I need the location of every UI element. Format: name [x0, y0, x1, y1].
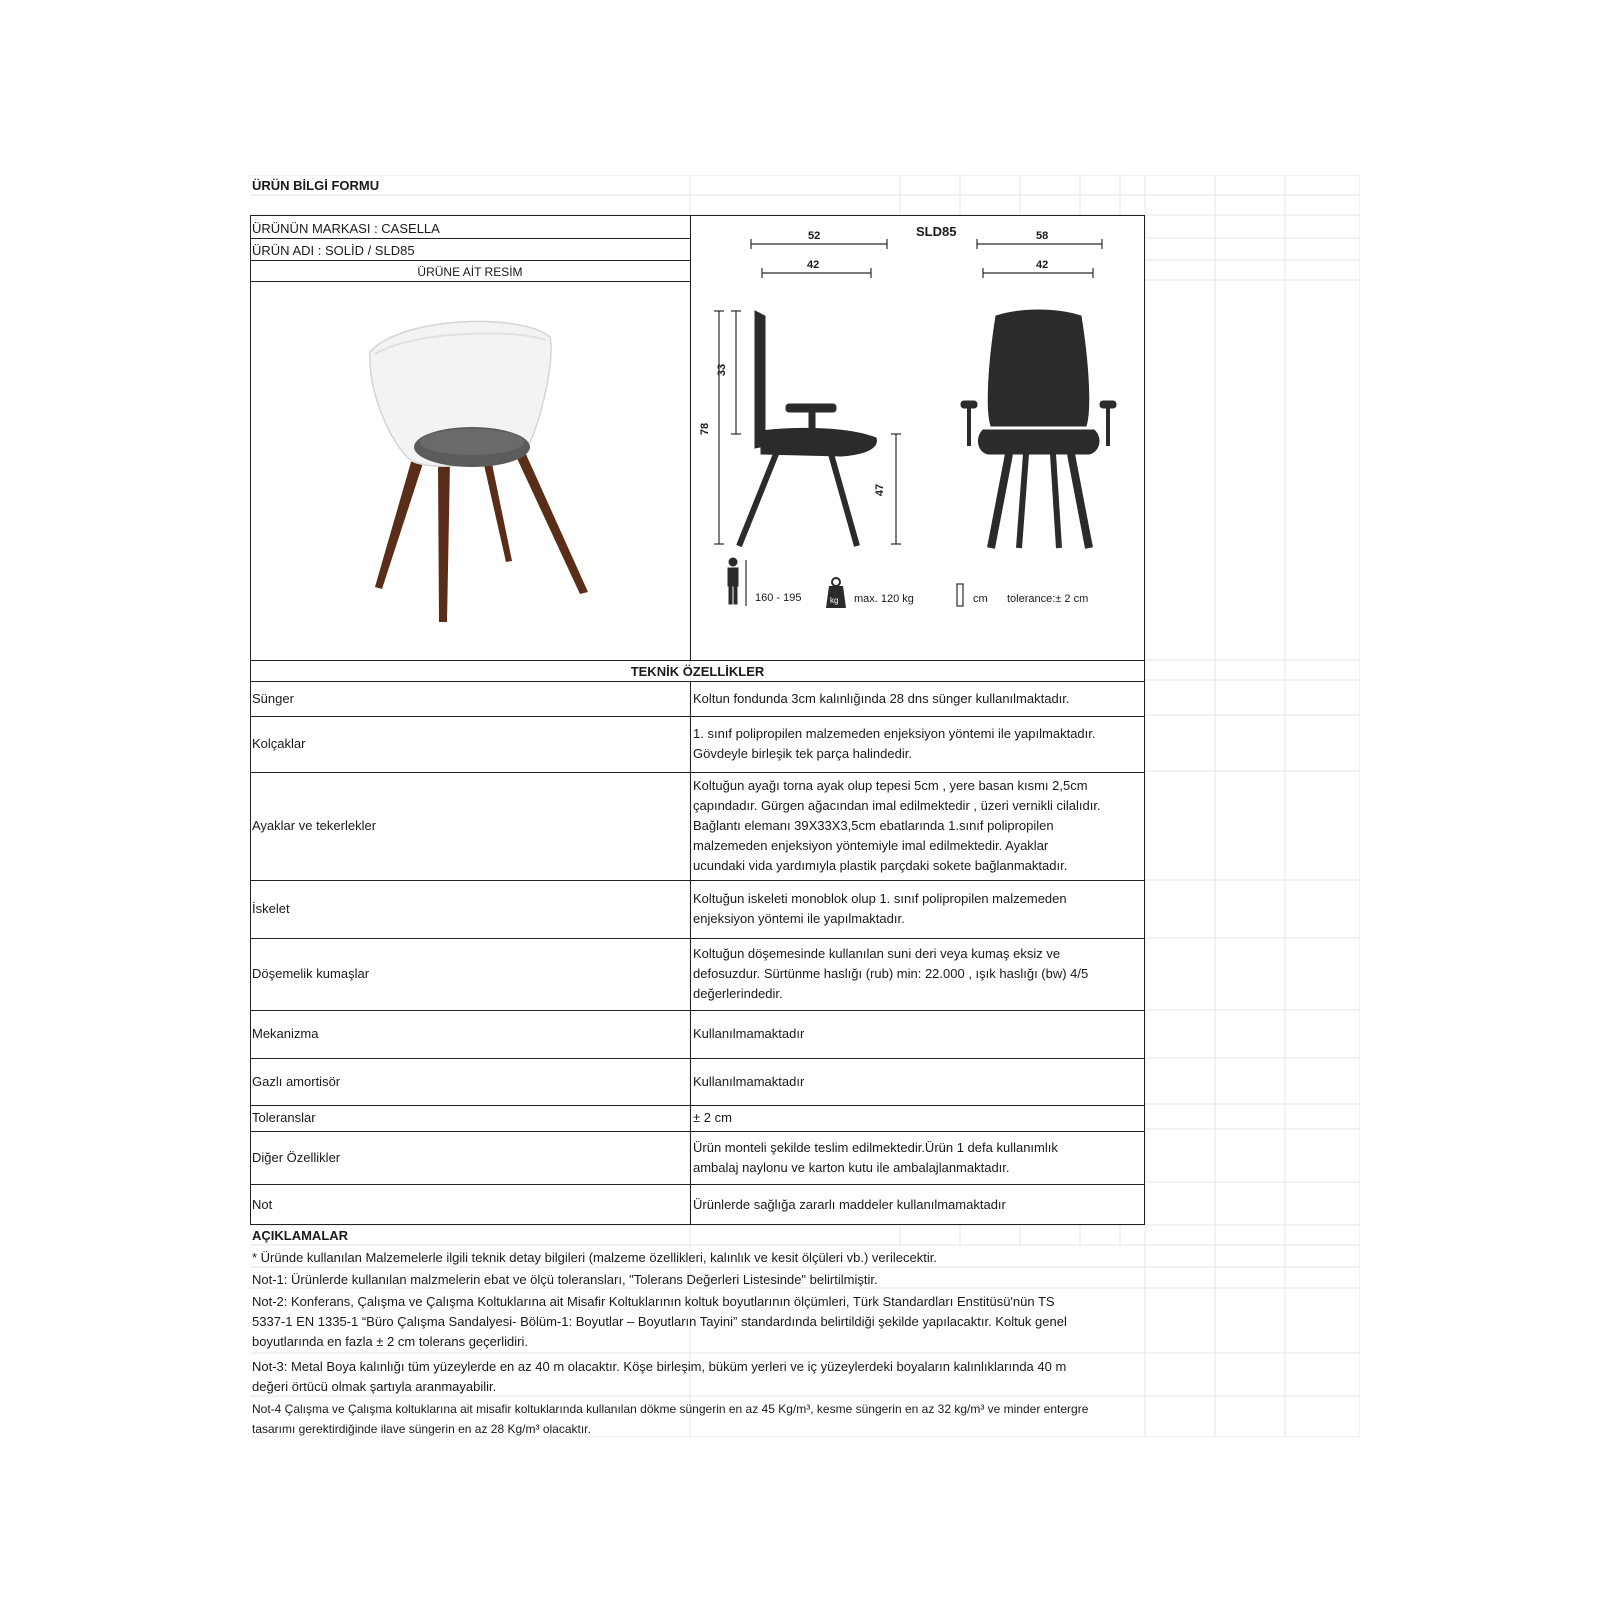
dim-seat-height: 47: [874, 483, 887, 497]
spec-value: Koltuğun ayağı torna ayak olup tepesi 5cm , yere basan kısmı 2,5cm çapındadır. Gürgen ağacından imal edilmektedir , üzeri vernikli cilalıdır. Bağlantı elemanı 39X33X3,5cm ebatlarında 1.sınıf polipropilen malzemeden enjeksiyon yöntemiyle imal edilmektedir. Ayaklar ucundaki vida yardımıyla plastik parçdaki sokete bağlanmaktadır.: [693, 778, 1101, 873]
specs-title-top: [250, 660, 1145, 661]
table-row-line: [250, 1058, 1145, 1059]
note-item: * Üründe kullanılan Malzemelerle ilgili teknik detay bilgileri (malzeme özellikleri, kalınlık ve kesit ölçüleri vb.) verilecektir.: [252, 1250, 937, 1265]
note-item: Not-4 Çalışma ve Çalışma koltuklarına ait misafir koltuklarında kullanılan dökme süngerin en az 45 Kg/m³, kesme süngerin en az 32 kg/m³ ve minder entergre tasarımı gerektirdiğinde ilave süngerin en az 28 Kg/m³ olacaktır.: [252, 1402, 1089, 1436]
table-row-line: [250, 716, 1145, 717]
dim-front-seat: 42: [1036, 259, 1049, 271]
spec-label: Gazlı amortisör: [252, 1073, 341, 1089]
header-row-line: [250, 260, 690, 261]
table-row-line: [250, 1131, 1145, 1132]
spec-label: Kolçaklar: [252, 736, 306, 751]
kg-icon-label: kg: [830, 596, 839, 605]
table-row-line: [250, 1010, 1145, 1011]
header-row-line: [250, 238, 690, 239]
spec-label: Döşemelik kumaşlar: [252, 966, 370, 981]
dim-back-height: 33: [716, 363, 729, 377]
spec-value: Kullanılmamaktadır: [693, 1073, 805, 1089]
chair-legs: [375, 452, 588, 622]
note-item: Not-1: Ürünlerde kullanılan malzmelerin ebat ve ölçü toleransları, "Tolerans Değerleri Listesinde" belirtilmiştir.: [252, 1272, 878, 1287]
spec-label: İskelet: [252, 901, 290, 916]
product-photo: [250, 282, 690, 660]
spec-label: Mekanizma: [252, 1026, 319, 1041]
table-row-line: [250, 880, 1145, 881]
table-row-line: [250, 938, 1145, 939]
spec-label: Not: [252, 1196, 273, 1212]
spec-label: Ayaklar ve tekerlekler: [252, 818, 377, 833]
table-row-line: [250, 681, 1145, 682]
spec-label: Sünger: [252, 690, 294, 706]
dim-side-seat: 42: [807, 259, 820, 271]
table-row-line: [250, 1184, 1145, 1185]
spec-value: Koltuğun döşemesinde kullanılan suni deri veya kumaş eksiz ve defosuzdur. Sürtünme haslığı (rub) min: 22.000 , ışık haslığı (bw) 4/5 değerlerindedir.: [693, 946, 1089, 1001]
spec-value: 1. sınıf polipropilen malzemeden enjeksiyon yöntemi ile yapılmaktadır. Gövdeyle birleşik tek parça halindedir.: [693, 726, 1096, 761]
brand-line: ÜRÜNÜN MARKASI : CASELLA: [252, 221, 440, 236]
model-code: SLD85: [916, 224, 957, 239]
specs-title: TEKNİK ÖZELLİKLER: [630, 664, 765, 679]
note-item: Not-2: Konferans, Çalışma ve Çalışma Koltuklarına ait Misafir Koltuklarının koltuk boyutlarının ölçümleri, Türk Standardları Enstitüsü'nün TS 5337-1 EN 1335-1 “Büro Çalışma Sandalyesi- Bölüm-1: Boyutlar – Boyutların Tayini” standardında belirtildiği şekilde yapılacaktır. Koltuk genel boyutlarında en fazla ± 2 cm tolerans geçerlidiri.: [252, 1294, 1067, 1349]
spec-value: ± 2 cm: [693, 1110, 732, 1125]
spec-value: Ürün monteli şekilde teslim edilmektedir.Ürün 1 defa kullanımlık ambalaj naylonu ve karton kutu ile ambalajlanmaktadır.: [693, 1139, 1058, 1175]
max-weight: max. 120 kg: [854, 593, 914, 605]
table-row-line: [250, 772, 1145, 773]
spec-value: Koltun fondunda 3cm kalınlığında 28 dns sünger kullanılmaktadır.: [693, 690, 1070, 706]
tolerance-label: tolerance:± 2 cm: [1007, 593, 1089, 605]
spec-label: Toleranslar: [252, 1110, 316, 1125]
table-row-line: [250, 1105, 1145, 1106]
product-name-line: ÜRÜN ADI : SOLİD / SLD85: [252, 243, 415, 258]
user-height-range: 160 - 195: [755, 592, 802, 604]
dim-front-top: 58: [1036, 230, 1049, 242]
dim-side-top: 52: [808, 230, 821, 242]
image-caption: ÜRÜNE AİT RESİM: [417, 265, 523, 279]
technical-drawing: [691, 216, 1144, 660]
spec-value: Kullanılmamaktadır: [693, 1026, 805, 1041]
spec-value: Koltuğun iskeleti monoblok olup 1. sınıf polipropilen malzemeden enjeksiyon yöntemi ile yapılmaktadır.: [693, 891, 1067, 926]
spec-label: Diğer Özellikler: [252, 1149, 341, 1165]
note-item: Not-3: Metal Boya kalınlığı tüm yüzeylerde en az 40 m olacaktır. Köşe birleşim, büküm yerleri ve iç yüzeylerdeki boyaların kalınlıklarında 40 m değeri örtücü olmak şartıyla aranmayabilir.: [252, 1359, 1067, 1394]
spec-value: Ürünlerde sağlığa zararlı maddeler kullanılmamaktadır: [693, 1196, 1006, 1212]
unit-label: cm: [973, 593, 988, 605]
dim-total-height: 78: [699, 422, 712, 436]
form-title: ÜRÜN BİLGİ FORMU: [252, 178, 380, 193]
specs-divider: [690, 681, 691, 1225]
notes-title: AÇIKLAMALAR: [252, 1228, 349, 1243]
